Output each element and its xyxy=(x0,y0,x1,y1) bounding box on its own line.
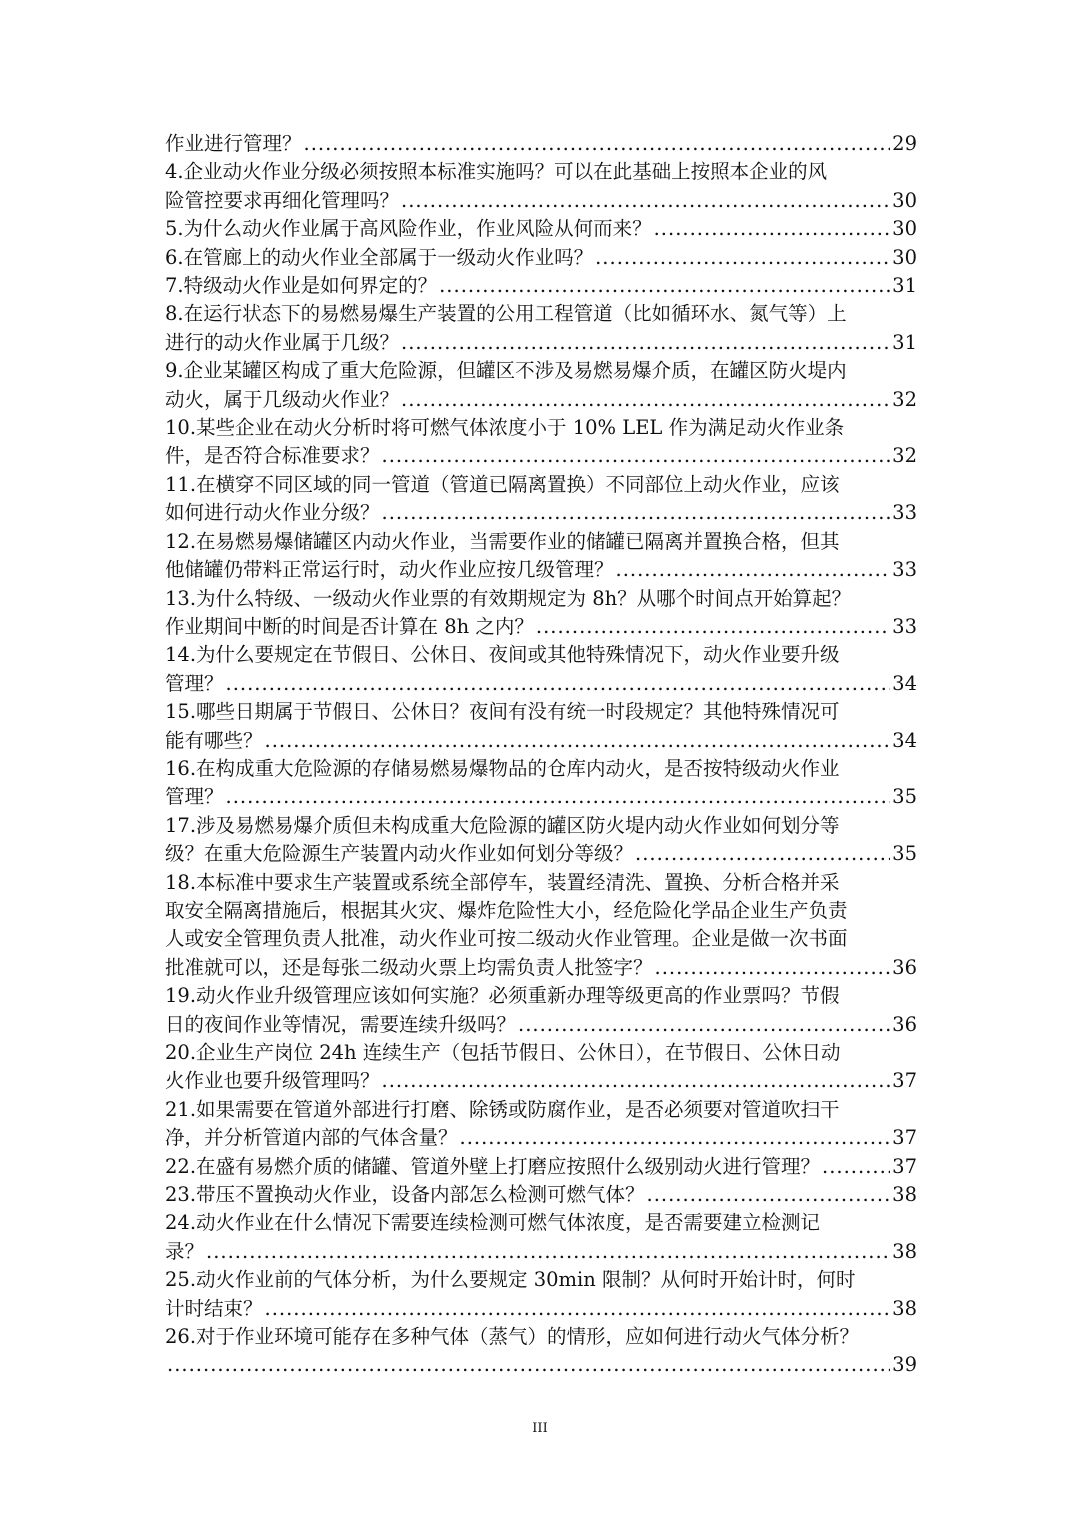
dot-leader xyxy=(616,556,891,584)
dot-leader xyxy=(304,130,891,158)
toc-page-number: 36 xyxy=(892,1012,917,1036)
dot-leader xyxy=(518,1011,890,1039)
toc-entry[interactable] xyxy=(165,1266,917,1323)
toc-entry[interactable] xyxy=(165,414,917,471)
page-number-footer: III xyxy=(532,1421,548,1436)
toc-page-number: 31 xyxy=(892,330,917,354)
toc-entry-text-line: 险管控要求再细化管理吗？ xyxy=(165,188,400,212)
toc-entry[interactable] xyxy=(165,1323,917,1380)
toc-entry-text-line: 18.本标准中要求生产装置或系统全部停车，装置经清洗、置换、分析合格并采 xyxy=(165,870,840,894)
toc-page-number: 32 xyxy=(892,387,917,411)
dot-leader xyxy=(226,670,891,698)
toc-page-number: 38 xyxy=(892,1296,917,1320)
toc-entry-text-line: 5.为什么动火作业属于高风险作业，作业风险从何而来？ xyxy=(165,217,652,241)
toc-page-number: 29 xyxy=(892,132,917,155)
toc-entry-text-line: 25.动火作业前的气体分析，为什么要规定 30min 限制？从何时开始计时，何时 xyxy=(165,1268,856,1292)
toc-page-number: 30 xyxy=(892,188,917,212)
toc-entry[interactable] xyxy=(165,272,917,300)
dot-leader xyxy=(401,386,890,414)
toc-entry[interactable] xyxy=(165,812,917,869)
toc-entry[interactable] xyxy=(165,755,917,812)
dot-leader xyxy=(206,1238,890,1266)
toc-page-number: 30 xyxy=(892,245,917,269)
toc-entry[interactable] xyxy=(165,1209,917,1266)
toc-entry[interactable] xyxy=(165,1096,917,1153)
dot-leader xyxy=(226,783,891,811)
toc-entry-text-line: 6.在管廊上的动火作业全部属于一级动火作业吗？ xyxy=(165,245,594,269)
toc-entry[interactable] xyxy=(165,471,917,528)
toc-entry[interactable] xyxy=(165,869,917,983)
toc-page-number: 33 xyxy=(892,558,917,582)
toc-entry-text-line: 人或安全管理负责人批准，动火作业可按二级动火作业管理。企业是做一次书面 xyxy=(165,927,848,951)
toc-entry[interactable] xyxy=(165,585,917,642)
dot-leader xyxy=(382,499,891,527)
toc-page-number: 37 xyxy=(892,1126,917,1150)
toc-entry[interactable] xyxy=(165,215,917,243)
dot-leader xyxy=(460,1124,891,1152)
toc-page-number: 34 xyxy=(892,671,917,695)
toc-entry[interactable] xyxy=(165,1039,917,1096)
toc-entry-text-line: 9.企业某罐区构成了重大危险源，但罐区不涉及易燃易爆介质，在罐区防火堤内 xyxy=(165,359,847,383)
toc-entry-text-line: 24.动火作业在什么情况下需要连续检测可燃气体浓度，是否需要建立检测记 xyxy=(165,1211,821,1235)
dot-leader xyxy=(439,272,890,300)
toc-entry-text-line: 4.企业动火作业分级必须按照本标准实施吗？可以在此基础上按照本企业的风 xyxy=(165,160,828,184)
toc-page-number: 37 xyxy=(892,1154,917,1178)
toc-entry-text-line: 13.为什么特级、一级动火作业票的有效期规定为 8h？从哪个时间点开始算起？ xyxy=(165,586,852,610)
toc-entry-text-line: 19.动火作业升级管理应该如何实施？必须重新办理等级更高的作业票吗？节假 xyxy=(165,984,840,1008)
toc-entry-text-line: 净，并分析管道内部的气体含量？ xyxy=(165,1126,458,1150)
dot-leader xyxy=(595,244,890,272)
toc-entry-text-line: 22.在盛有易燃介质的储罐、管道外壁上打磨应按照什么级别动火进行管理？ xyxy=(165,1154,821,1178)
toc-entry[interactable] xyxy=(165,300,917,357)
toc-entry-text-line: 26.对于作业环境可能存在多种气体（蒸气）的情形，应如何进行动火气体分析？ xyxy=(165,1325,860,1349)
toc-page-number: 31 xyxy=(892,274,917,298)
toc-entry-text-line: 录？ xyxy=(165,1239,205,1263)
toc-entry-text-line: 批准就可以，还是每张二级动火票上均需负责人批签字？ xyxy=(165,955,653,979)
toc-entry-text-line: 15.哪些日期属于节假日、公休日？夜间有没有统一时段规定？其他特殊情况可 xyxy=(165,700,840,724)
toc-page-number: 33 xyxy=(892,614,917,638)
toc-entry-text-line: 16.在构成重大危险源的存储易燃易爆物品的仓库内动火，是否按特级动火作业 xyxy=(165,756,840,780)
toc-entry-text-line: 作业进行管理？ xyxy=(165,132,302,155)
toc-entry-text-line: 8.在运行状态下的易燃易爆生产装置的公用工程管道（比如循环水、氮气等）上 xyxy=(165,302,847,326)
toc-entry[interactable] xyxy=(165,982,917,1039)
dot-leader xyxy=(382,442,891,470)
toc-entry[interactable] xyxy=(165,158,917,215)
toc-entry[interactable] xyxy=(165,130,917,158)
toc-page-number: 34 xyxy=(892,728,917,752)
toc-page-number: 39 xyxy=(892,1353,917,1377)
dot-leader xyxy=(822,1153,890,1181)
dot-leader xyxy=(265,1295,891,1323)
toc-entry[interactable] xyxy=(165,357,917,414)
dot-leader xyxy=(167,1351,890,1379)
toc-entry-text-line: 管理？ xyxy=(165,671,224,695)
toc-entry-text-line: 12.在易燃易爆储罐区内动火作业，当需要作业的储罐已隔离并置换合格，但其 xyxy=(165,529,840,553)
dot-leader xyxy=(536,613,890,641)
toc-page-number: 36 xyxy=(892,955,917,979)
toc-entry-text-line: 能有哪些？ xyxy=(165,728,263,752)
toc-page-number: 35 xyxy=(892,842,917,866)
toc-entry-text-line: 14.为什么要规定在节假日、公休日、夜间或其他特殊情况下，动火作业要升级 xyxy=(165,643,840,667)
toc-entry-text-line: 计时结束？ xyxy=(165,1296,263,1320)
dot-leader xyxy=(655,954,891,982)
toc-entry-text-line: 动火，属于几级动火作业？ xyxy=(165,387,400,411)
toc-entry[interactable] xyxy=(165,244,917,272)
toc-page-number: 35 xyxy=(892,785,917,809)
toc-page-number: 30 xyxy=(892,217,917,241)
toc-entry-text-line: 23.带压不置换动火作业，设备内部怎么检测可燃气体？ xyxy=(165,1183,645,1207)
toc-page-number: 33 xyxy=(892,501,917,525)
toc-entry-text-line: 级？在重大危险源生产装置内动火作业如何划分等级？ xyxy=(165,842,634,866)
toc-entry-text-line: 取安全隔离措施后，根据其火灾、爆炸危险性大小，经危险化学品企业生产负责 xyxy=(165,898,848,922)
toc-page-number: 38 xyxy=(892,1239,917,1263)
toc-entry-text-line: 21.如果需要在管道外部进行打磨、除锈或防腐作业，是否必须要对管道吹扫干 xyxy=(165,1097,840,1121)
toc-page-number: 32 xyxy=(892,444,917,468)
toc-entry-text-line: 日的夜间作业等情况，需要连续升级吗？ xyxy=(165,1012,517,1036)
toc-entry-text-line: 如何进行动火作业分级？ xyxy=(165,501,380,525)
toc-entry-text-line: 管理？ xyxy=(165,785,224,809)
dot-leader xyxy=(401,187,890,215)
dot-leader xyxy=(401,329,890,357)
toc-entry[interactable] xyxy=(165,698,917,755)
toc-entry-text-line: 10.某些企业在动火分析时将可燃气体浓度小于 10% LEL 作为满足动火作业条 xyxy=(165,416,845,440)
table-of-contents xyxy=(165,130,917,1380)
toc-entry[interactable] xyxy=(165,1181,917,1209)
toc-entry-text-line: 他储罐仍带料正常运行时，动火作业应按几级管理？ xyxy=(165,558,614,582)
toc-entry-text-line: 7.特级动火作业是如何界定的？ xyxy=(165,274,438,298)
dot-leader xyxy=(265,727,891,755)
toc-entry[interactable] xyxy=(165,528,917,585)
toc-entry[interactable] xyxy=(165,641,917,698)
toc-page-number: 38 xyxy=(892,1183,917,1207)
toc-entry[interactable] xyxy=(165,1153,917,1181)
toc-entry-text-line: 作业期间中断的时间是否计算在 8h 之内？ xyxy=(165,614,534,638)
dot-leader xyxy=(635,840,890,868)
toc-page-number: 37 xyxy=(892,1069,917,1093)
dot-leader xyxy=(647,1181,891,1209)
dot-leader xyxy=(382,1067,891,1095)
toc-entry-text-line: 火作业也要升级管理吗？ xyxy=(165,1069,380,1093)
toc-entry-text-line: 17.涉及易燃易爆介质但未构成重大危险源的罐区防火堤内动火作业如何划分等 xyxy=(165,813,840,837)
toc-entry-text-line: 件，是否符合标准要求？ xyxy=(165,444,380,468)
toc-entry-text-line: 进行的动火作业属于几级？ xyxy=(165,330,400,354)
toc-entry-text-line: 11.在横穿不同区域的同一管道（管道已隔离置换）不同部位上动火作业，应该 xyxy=(165,472,840,496)
dot-leader xyxy=(654,215,891,243)
toc-entry-text-line: 20.企业生产岗位 24h 连续生产（包括节假日、公休日），在节假日、公休日动 xyxy=(165,1041,841,1064)
